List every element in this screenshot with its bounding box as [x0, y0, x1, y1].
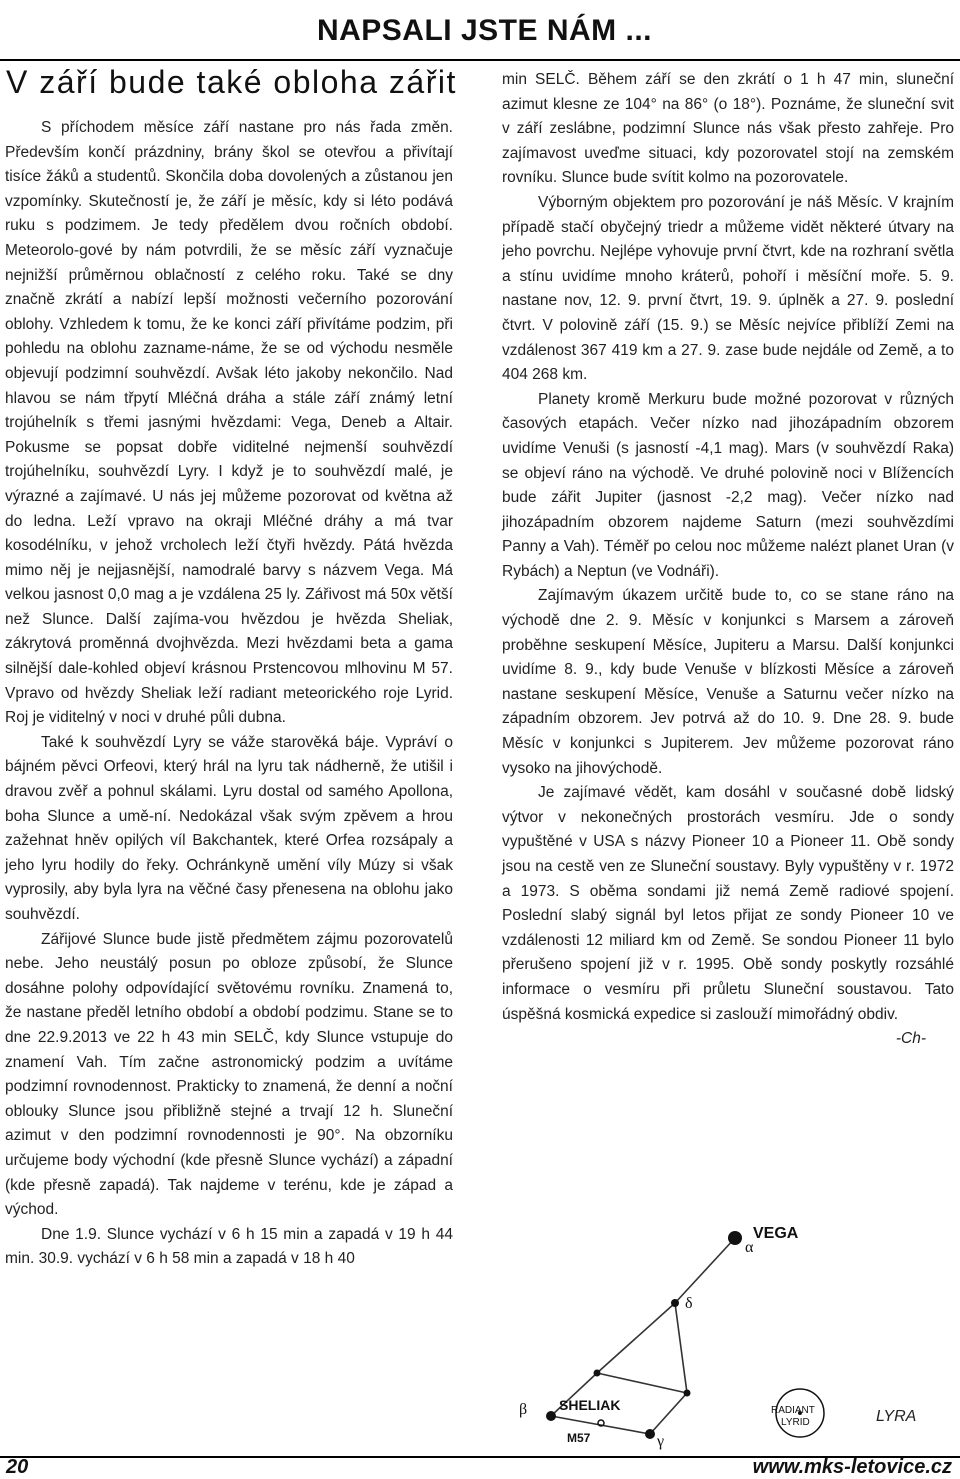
lyrid-label: LYRID [781, 1417, 810, 1428]
figure-caption: LYRA [876, 1408, 917, 1425]
radiant-label: RADIANT [771, 1405, 815, 1416]
header-rule [0, 59, 960, 61]
paragraph: Zajímavým úkazem určitě bude to, co se stane ráno na východě dne 2. 9. Měsíc v konjunkci s Marsem a zároveň proběhne seskupení Měsíce, Jupiteru a Marsu. Další konjunkci uvidíme 8. 9., kdy bude Venuše v blízkosti Měsíce a zároveň nastane seskupení Měsíce, Venuše a Saturnu večer nízko na západním obzorem. Jev potrvá až do 10. 9. Dne 28. 9. bude Měsíc v konjunkci s Jupiterem. Jev můžeme pozorovat ráno vysoko na jihovýchodě. [502, 587, 954, 777]
figure-line [650, 1393, 687, 1434]
paragraph: Výborným objektem pro pozorování je náš Měsíc. V krajním případě stačí obyčejný triedr a můžeme vidět některé útvary na jeho povrchu. Nejlépe vyhovuje první čtvrt, kde na rozhraní světla a stínu uvidíme mnoho kráterů, pohoří i měsíční moře. 5. 9. nastane nov, 12. 9. první čtvrt, 19. 9. úplněk a 27. 9. poslední čtvrt. V polovině září (15. 9.) se Měsíc nejvíce přiblíží Zemi na vzdálenost 367 419 km a 27. 9. zase bude nejdále od Země, a to 404 268 km. [502, 193, 954, 384]
left-column [5, 116, 453, 1272]
vega-star [728, 1231, 742, 1245]
star [594, 1370, 601, 1377]
paragraph [502, 781, 954, 1048]
figure-line [597, 1373, 687, 1393]
figure-line [597, 1303, 675, 1373]
figure-line [675, 1303, 687, 1393]
paragraph: Zářijové Slunce bude jistě předmětem zájmu pozorovatelů nebe. Jeho neustálý posun po obloze způsobí, že Slunce dosáhne polohy odpovídající světovému rovníku. Znamená to, že nastane předěl letního období a období podzimu. Stane se to dne 22.9.2013 ve 22 h 43 min SELČ, kdy Slunce vstupuje do znamení Vah. Tím začne astronomický podzim a uvítáme podzimní rovnodennost. Prakticky to znamená, že denní a noční oblouky Slunce jsou přibližně stejné a trvají 12 h. Sluneční azimut v den podzimní rovnodennosti je 90°. Na obzorníku určujeme body východní (kde přesně Slunce vychází) a západní (kde přesně zapadá). Tak najdeme v terénu, kde je západ a východ. [5, 930, 453, 1219]
paragraph: S příchodem měsíce září nastane pro nás řada změn. Především končí prázdniny, brány škol se otevřou a přivítají tisíce žáků a studentů. Skončila doba dovolených a zůstanou jen vzpomínky. Skutečností je, že září je měsíc, kdy si léto podává ruku s podzimem. Je tedy předělem dvou ročních období. Meteorolo-gové by nám potvrdili, že se měsíc září vyznačuje nejnižší průměrnou oblačností z celého roku. Také se dny značně zkrátí a nabízí lepší možnosti večerního pozorování oblohy. Vzhledem k tomu, že ke konci září přivítáme podzim, při pohledu na oblohu zazname-náme, že se od východu nesměle objevují podzimní souhvězdí. Avšak léto jakoby nekončilo. Nad hlavou se nám třpytí Mléčná dráha a stále září známý letní trojúhelník s třemi jasnými hvězdami: Vega, Deneb a Altair. Pokusme se popsat dobře viditelné nejmenší souhvězdí trojúhelníku, souhvězdí Lyry. I když je to souhvězdí malé, je výrazné a zajímavé. U nás jej můžeme pozorovat od května až do ledna. Leží vpravo na okraji Mléčné dráhy a má tvar kosodélníku, v jehož vrcholech leží čtyři hvězdy. Pátá hvězda mimo něj je nejjasnější, namodralé barvy s názvem Vega. Má velkou jasnost 0,0 mag a je vzdálena 25 ly. Zářivost má 50x větší než Slunce. Další zajíma-vou hvězdou je hvězda Sheliak, zákrytová proměnná dvojhvězda. Mezi hvězdami beta a gama silnější dale-kohled objeví krásnou Prstencovou mlhovinu M 57. Vpravo od hvězdy Sheliak leží radiant meteorického roje Lyrid. Roj je viditelný v noci v druhé půli dubna. [5, 119, 453, 727]
star [671, 1299, 679, 1307]
gamma-label: γ [657, 1433, 665, 1450]
article-title: V září bude také obloha zářit [6, 64, 457, 100]
vega-label: VEGA [753, 1225, 799, 1242]
page-number: 20 [6, 1456, 29, 1478]
delta-label: δ [685, 1295, 693, 1312]
sheliak-star [546, 1411, 556, 1421]
star [684, 1390, 691, 1397]
m57-label: M57 [567, 1431, 591, 1445]
author-signature: -Ch- [895, 1030, 926, 1048]
right-column [502, 68, 954, 1052]
paragraph: Také k souhvězdí Lyry se váže starověká báje. Vypráví o bájném pěvci Orfeovi, který hrál na lyru tak nádherně, že utišil i dravou zvěř a pohnul skálami. Lyru dostal od samého Apollona, boha Slunce a umě-ní. Nedokázal však svým zpěvem a hrou zažehnat hněv opilých víl Bakchantek, které Orfea rozsápaly a jeho lyru hodily do řeky. Ochránkyně umění víly Múzy si však vyprosily, aby byla lyra na věčné časy přenesena na oblohu jako souhvězdí. [5, 733, 453, 923]
section-title: NAPSALI JSTE NÁM ... [316, 14, 652, 47]
website-url: www.mks-letovice.cz [752, 1456, 952, 1478]
sheliak-label: SHELIAK [559, 1397, 621, 1413]
beta-label: β [519, 1401, 528, 1418]
figure-line [675, 1238, 735, 1303]
paragraph: min SELČ. Během září se den zkrátí o 1 h 47 min, sluneční azimut klesne ze 104° na 86° (o 18°). Poznáme, že sluneční svit v září zeslábne, podzimní Slunce nás však přesto zahřeje. Pro zajímavost uveďme situaci, kdy pozorovatel stojí na zemském rovníku. Slunce bude svítit kolmo na pozorovatele. [502, 71, 954, 187]
paragraph-text: Je zajímavé vědět, kam dosáhl v současné době lidský výtvor v nekonečných prostorách vesmíru. Jde o sondy vypuštěné v USA s názvy Pioneer 10 a Pioneer 11. Obě sondy jsou na cestě ven ze Sluneční soustavy. Byly vypuštěny v r. 1972 a 1973. S oběma sondami již nemá Země radiové spojení. Poslední slabý signál byl letos přijat ze sondy Pioneer 10 ve vzdálenosti 12 miliard km od Země. Se sondou Pioneer 11 bylo přerušeno spojení již v r. 1995. Obě sondy poskytly rozsáhlé informace o vesmíru při průletu Sluneční soustavou. Tato úspěšná kosmická expedice si zaslouží mimořádný obdiv. [502, 784, 954, 1023]
figure-line [551, 1416, 650, 1434]
gamma-star [645, 1429, 655, 1439]
paragraph: Planety kromě Merkuru bude možné pozorovat v různých časových etapách. Večer nízko nad jihozápadním obzorem uvidíme Venuši (s jasností -4,1 mag). Mars (v souhvězdí Raka) se objeví ráno na východě. Ve druhé polovině noci v Blížencích bude zářit Jupiter (jasnost -2,2 mag). Večer nízko nad jihozápadním obzorem najdeme Saturn (mezi souhvězdími Panny a Vah). Téměř po celou noc můžeme nalézt planet Uran (v Rybách) a Neptun (ve Vodnáři). [502, 390, 954, 580]
alpha-label: α [745, 1239, 754, 1256]
paragraph: Dne 1.9. Slunce vychází v 6 h 15 min a zapadá v 19 h 44 min. 30.9. vychází v 6 h 58 min a zapadá v 18 h 40 [5, 1225, 453, 1268]
